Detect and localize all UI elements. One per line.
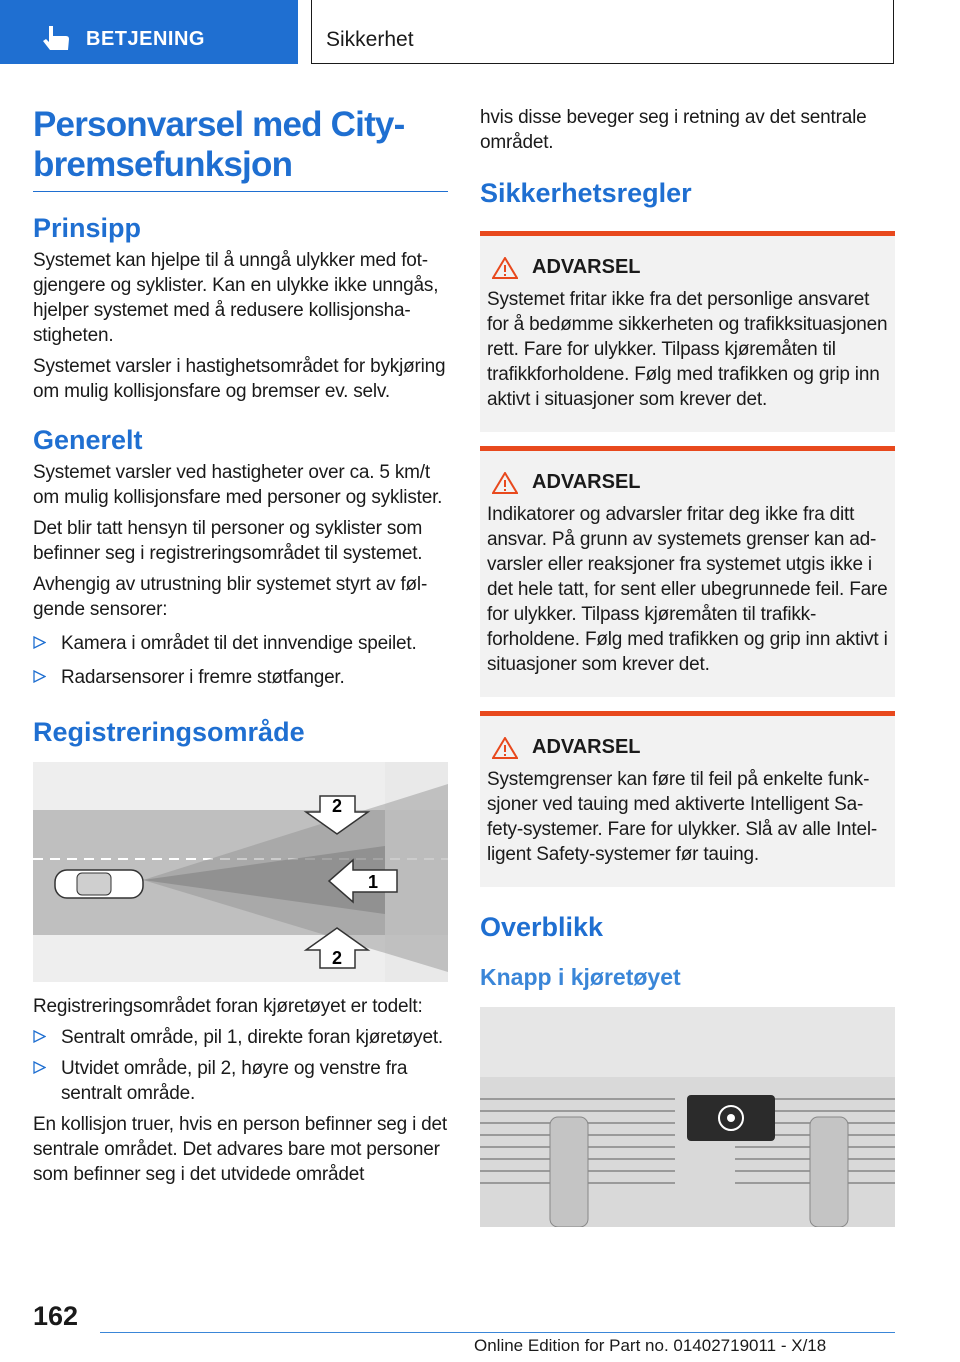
warning-text: Indikatorer og advarsler fritar deg ikke fra ditt ansvar. På grunn av systemets grenser kan advarsler eller reaksjoner fra systemet utgis ikke i det hele tatt, for sent eller ubegrunnede feil. Fare for ulykker. Tilpass kjøremåten til trafikkforholdene. Følg med trafikken og grip inn aktivt i situasjoner som krever det. [487, 504, 888, 675]
registrering-paragraph-1: Registreringsområdet foran kjøretøyet er todelt: [33, 996, 423, 1017]
svg-text:2: 2 [331, 948, 343, 968]
prinsipp-paragraph-2: Systemet varsler i hastighetsområdet for bykjøring om mulig kollisjonsfare og bremser ev. selv. [33, 356, 446, 402]
list-item: Kamera i området til det innvendige speilet. [33, 631, 448, 656]
heading-registreringsomrade: Registreringsområde [33, 717, 305, 747]
edition-text: Online Edition for Part no. 01402719011 - X/18 [474, 1336, 827, 1355]
prinsipp-paragraph-1: Systemet kan hjelpe til å unngå ulykker med fotgjengere og syklister. Kan en ulykke ikke unngås, hjelper systemet med å redusere kollisjonshastigheten. [33, 250, 439, 346]
svg-text:2: 2 [331, 796, 343, 816]
car-illustration [55, 870, 143, 898]
warning-text: Systemet fritar ikke fra det personlige ansvaret for å bedømme sikkerheten og trafikksituasjonen rett. Fare for ulykker. Tilpass kjøremåten til trafikkforholdene. Følg med trafikken og grip inn aktivt i situasjoner som krever det. [487, 289, 888, 410]
triangle-bullet-icon [33, 1061, 46, 1074]
left-column [33, 105, 448, 1187]
warning-box [480, 446, 895, 697]
warning-triangle-icon [492, 737, 518, 759]
warning-box [480, 231, 895, 432]
warning-label: ADVARSEL [532, 256, 641, 278]
warning-label: ADVARSEL [532, 736, 641, 758]
generelt-paragraph-3: Avhengig av utrustning blir systemet styrt av følgende sensorer: [33, 574, 428, 620]
list-item: Radarsensorer i fremre støtfanger. [33, 665, 448, 690]
section-tab[interactable] [0, 0, 298, 64]
triangle-bullet-icon [33, 1030, 46, 1043]
page-number: 162 [33, 1301, 79, 1331]
heading-sikkerhetsregler: Sikkerhetsregler [480, 178, 692, 208]
list-item: Utvidet område, pil 2, høyre og venstre fra sentralt område. [33, 1056, 448, 1106]
chapter-header [311, 0, 894, 64]
right-column [480, 105, 895, 1227]
triangle-bullet-icon [33, 636, 46, 649]
warning-triangle-icon [492, 257, 518, 279]
heading-generelt: Generelt [33, 425, 143, 455]
button-photo-figure [480, 1007, 895, 1227]
triangle-bullet-icon [33, 670, 46, 683]
registrering-paragraph-2: En kollisjon truer, hvis en person befinner seg i det sentrale området. Det advares bare mot personer som befinner seg i det utvidede området [33, 1114, 447, 1185]
warning-label: ADVARSEL [532, 471, 641, 493]
section-label: BETJENING [86, 28, 205, 50]
continuation-paragraph: hvis disse beveger seg i retning av det sentrale området. [480, 107, 867, 153]
page-title: Personvarsel med City-bremsefunksjon [33, 105, 448, 192]
heading-prinsipp: Prinsipp [33, 213, 142, 243]
footer-divider [100, 1332, 895, 1333]
warning-box [480, 711, 895, 887]
chapter-label: Sikkerhet [326, 28, 414, 51]
generelt-paragraph-2: Det blir tatt hensyn til personer og syklister som befinner seg i registreringsområdet til systemet. [33, 518, 423, 564]
list-item: Sentralt område, pil 1, direkte foran kjøretøyet. [33, 1025, 448, 1050]
detection-range-figure [33, 762, 448, 982]
hand-icon [40, 24, 70, 52]
generelt-paragraph-1: Systemet varsler ved hastigheter over ca. 5 km/t om mulig kollisjonsfare med personer og syklister. [33, 462, 443, 508]
subheading-knapp: Knapp i kjøretøyet [480, 964, 681, 990]
svg-text:1: 1 [367, 872, 379, 892]
heading-overblikk: Overblikk [480, 912, 604, 942]
warning-text: Systemgrenser kan føre til feil på enkelte funksjoner ved tauing med aktiverte Intelligent Safety-systemer. Fare for ulykker. Slå av alle Intelligent Safety-systemer før tauing. [487, 769, 878, 865]
warning-triangle-icon [492, 472, 518, 494]
